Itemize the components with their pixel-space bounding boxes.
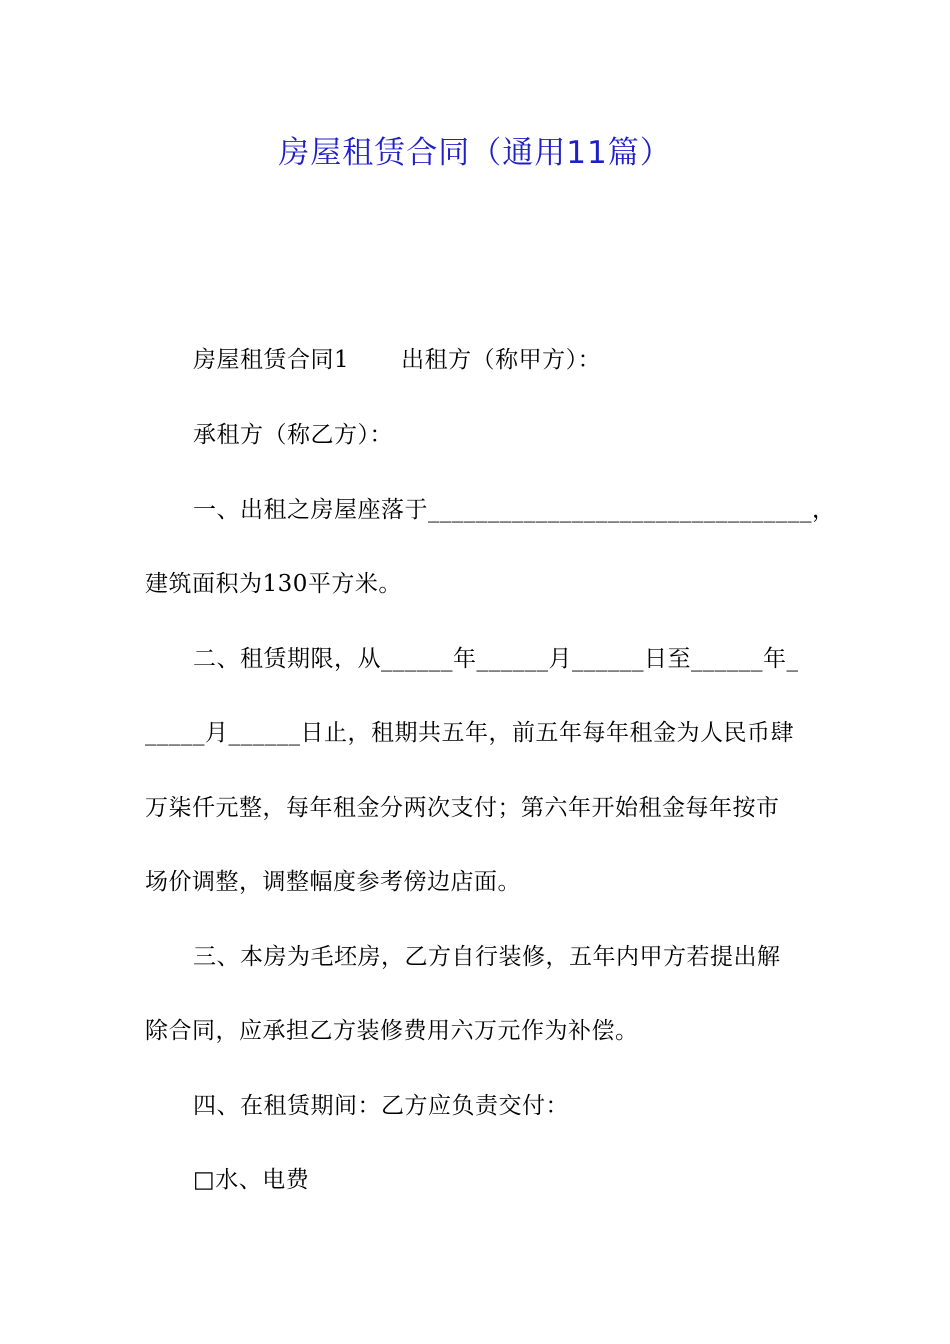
clause-1-line-2: 建筑面积为130平方米。 — [145, 571, 402, 597]
lessee-label: 承租方（称乙方）： — [193, 422, 393, 448]
clause-4-item-1: □水、电费 — [193, 1167, 310, 1193]
clause-2-line-1: 二、租赁期限，从______年______月______日至______年_ — [193, 646, 799, 672]
clause-4-line-1: 四、在租赁期间：乙方应负责交付： — [193, 1093, 569, 1119]
clause-2-line-4: 场价调整，调整幅度参考傍边店面。 — [145, 869, 521, 895]
clause-3-line-1: 三、本房为毛坯房，乙方自行装修，五年内甲方若提出解 — [193, 944, 781, 970]
lessor-label: 出租方（称甲方）： — [401, 347, 602, 373]
document-title: 房屋租赁合同（通用11篇） — [278, 135, 672, 171]
contract-heading: 房屋租赁合同1 — [193, 347, 350, 373]
contract-heading-line — [193, 340, 601, 380]
clause-1-line-1: 一、出租之房屋座落于________________________________， — [193, 497, 836, 523]
clause-2-line-2: _____月______日止，租期共五年，前五年每年租金为人民币肆 — [145, 720, 794, 746]
clause-3-line-2: 除合同，应承担乙方装修费用六万元作为补偿。 — [145, 1018, 639, 1044]
clause-2-line-3: 万柒仟元整，每年租金分两次支付；第六年开始租金每年按市 — [145, 795, 780, 821]
